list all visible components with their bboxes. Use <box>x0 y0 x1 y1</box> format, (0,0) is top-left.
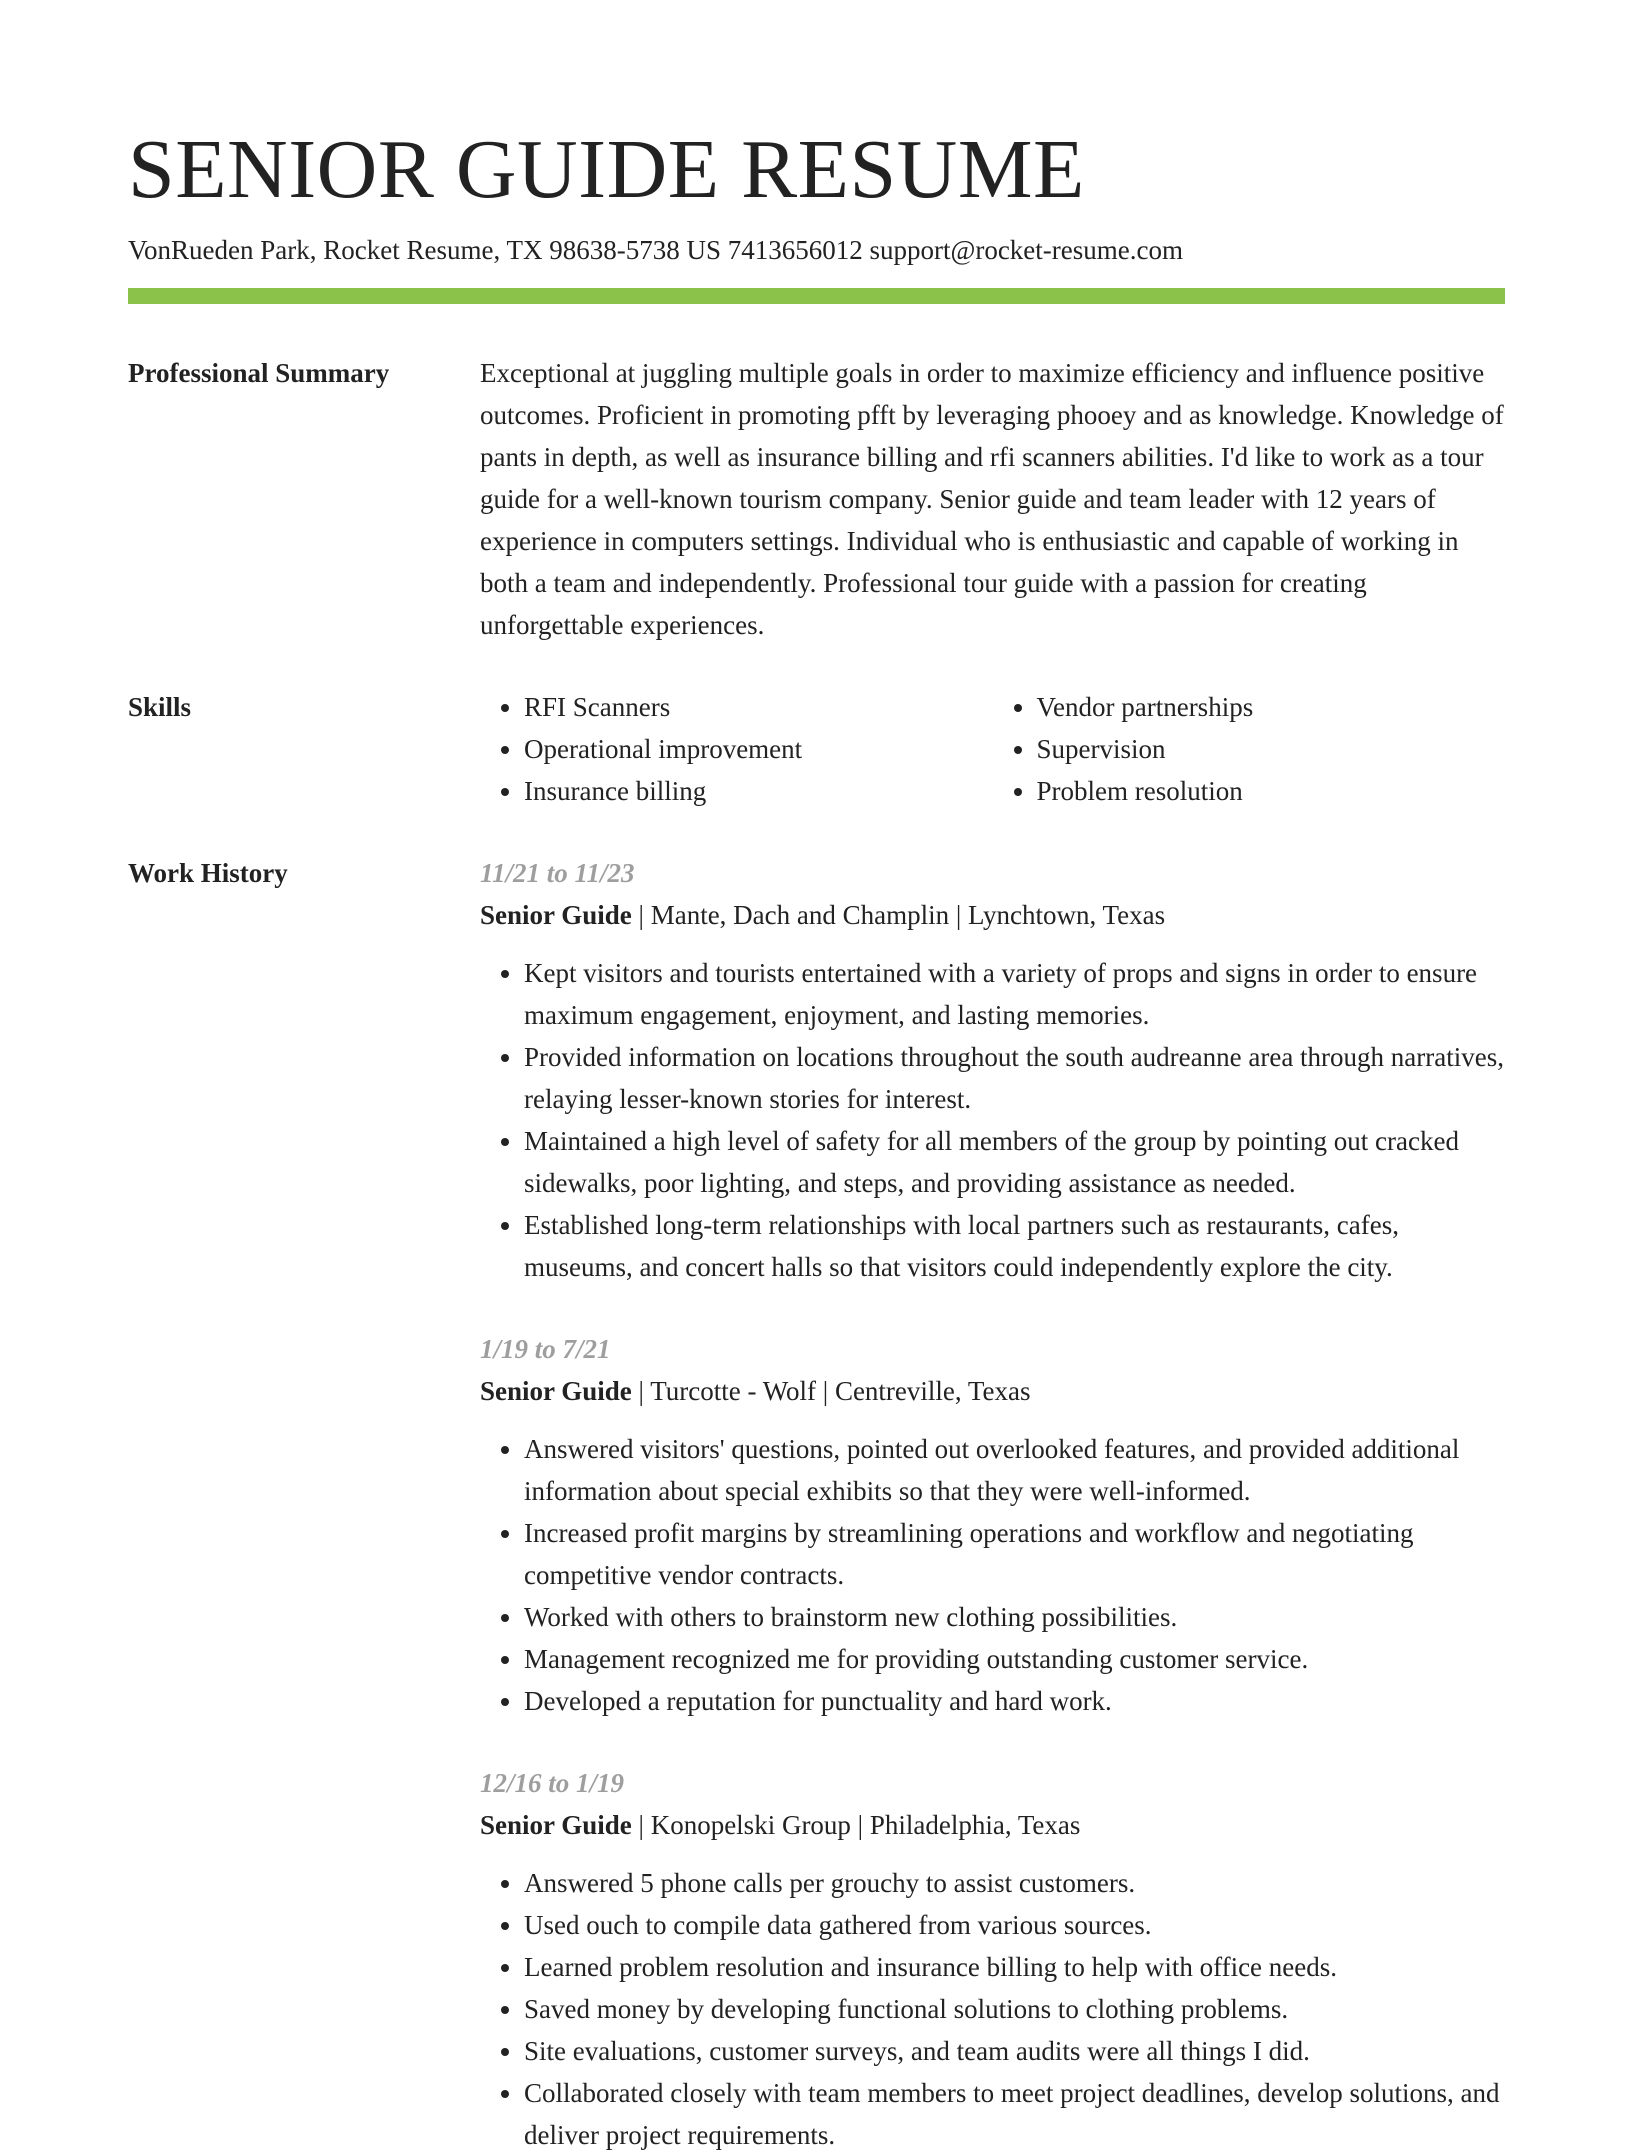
job-heading <box>480 1804 1505 1846</box>
skills-column-1 <box>480 686 993 812</box>
job-bullets <box>480 952 1505 1288</box>
accent-divider <box>128 288 1505 304</box>
work-history-section <box>128 852 1505 2156</box>
job-details: | Konopelski Group | Philadelphia, Texas <box>631 1810 1081 1840</box>
job-bullet: • Answered 5 phone calls per grouchy to assist customers. <box>524 1862 1505 1904</box>
skills-grid <box>480 686 1505 812</box>
resume-page <box>128 0 1505 2156</box>
skills-column-2 <box>993 686 1506 812</box>
job-bullet: • Saved money by developing functional solutions to clothing problems. <box>524 1988 1505 2030</box>
job-heading <box>480 894 1505 936</box>
work-history-list <box>480 852 1505 2156</box>
skill-item: • Vendor partnerships <box>1037 686 1506 728</box>
job-bullet: • Developed a reputation for punctuality and hard work. <box>524 1680 1505 1722</box>
job-heading <box>480 1370 1505 1412</box>
summary-heading: Professional Summary <box>128 358 390 388</box>
job-bullet: • Used ouch to compile data gathered from various sources. <box>524 1904 1505 1946</box>
job-dates: 1/19 to 7/21 <box>480 1334 611 1364</box>
job-title: Senior Guide <box>480 900 632 930</box>
job-title: Senior Guide <box>480 1810 632 1840</box>
skills-heading: Skills <box>128 692 192 722</box>
skills-section <box>128 686 1505 812</box>
skill-item: • Problem resolution <box>1037 770 1506 812</box>
skill-item: • RFI Scanners <box>524 686 993 728</box>
job-bullet: • Established long-term relationships with local partners such as restaurants, cafes, museums, and concert halls so that visitors could independently explore the city. <box>524 1204 1505 1288</box>
job-bullet: • Learned problem resolution and insurance billing to help with office needs. <box>524 1946 1505 1988</box>
job-details: | Mante, Dach and Champlin | Lynchtown, Texas <box>631 900 1166 930</box>
resume-title: SENIOR GUIDE RESUME <box>128 123 1085 216</box>
job-bullet: • Collaborated closely with team members to meet project deadlines, develop solutions, and deliver project requirements. <box>524 2072 1505 2156</box>
job-dates: 12/16 to 1/19 <box>480 1768 625 1798</box>
skill-item: • Supervision <box>1037 728 1506 770</box>
job-bullet: • Maintained a high level of safety for all members of the group by pointing out cracked sidewalks, poor lighting, and steps, and providing assistance as needed. <box>524 1120 1505 1204</box>
job-bullet: • Worked with others to brainstorm new clothing possibilities. <box>524 1596 1505 1638</box>
job-entry <box>480 852 1505 1288</box>
job-bullet: • Kept visitors and tourists entertained with a variety of props and signs in order to ensure maximum engagement, enjoyment, and lasting memories. <box>524 952 1505 1036</box>
work-history-heading: Work History <box>128 858 288 888</box>
skill-item: • Insurance billing <box>524 770 993 812</box>
job-bullet: • Answered visitors' questions, pointed out overlooked features, and provided additional information about special exhibits so that they were well-informed. <box>524 1428 1505 1512</box>
job-bullet: • Provided information on locations throughout the south audreanne area through narratives, relaying lesser-known stories for interest. <box>524 1036 1505 1120</box>
job-entry <box>480 1328 1505 1722</box>
job-bullet: • Management recognized me for providing outstanding customer service. <box>524 1638 1505 1680</box>
job-entry <box>480 1762 1505 2156</box>
job-bullets <box>480 1428 1505 1722</box>
contact-line: VonRueden Park, Rocket Resume, TX 98638-5738 US 7413656012 support@rocket-resume.com <box>128 235 1183 265</box>
job-details: | Turcotte - Wolf | Centreville, Texas <box>631 1376 1031 1406</box>
job-dates: 11/21 to 11/23 <box>480 858 635 888</box>
job-bullet: • Site evaluations, customer surveys, and team audits were all things I did. <box>524 2030 1505 2072</box>
job-bullet: • Increased profit margins by streamlining operations and workflow and negotiating competitive vendor contracts. <box>524 1512 1505 1596</box>
summary-text: Exceptional at juggling multiple goals in order to maximize efficiency and influence positive outcomes. Proficient in promoting pfft by leveraging phooey and as knowledge. Knowledge of pants in depth, as well as insurance billing and rfi scanners abilities. I'd like to work as a tour guide for a well-known tourism company. Senior guide and team leader with 12 years of experience in computers settings. Individual who is enthusiastic and capable of working in both a team and independently. Professional tour guide with a passion for creating unforgettable experiences. <box>480 358 1504 640</box>
summary-section <box>128 352 1505 646</box>
skill-item: • Operational improvement <box>524 728 993 770</box>
job-title: Senior Guide <box>480 1376 632 1406</box>
